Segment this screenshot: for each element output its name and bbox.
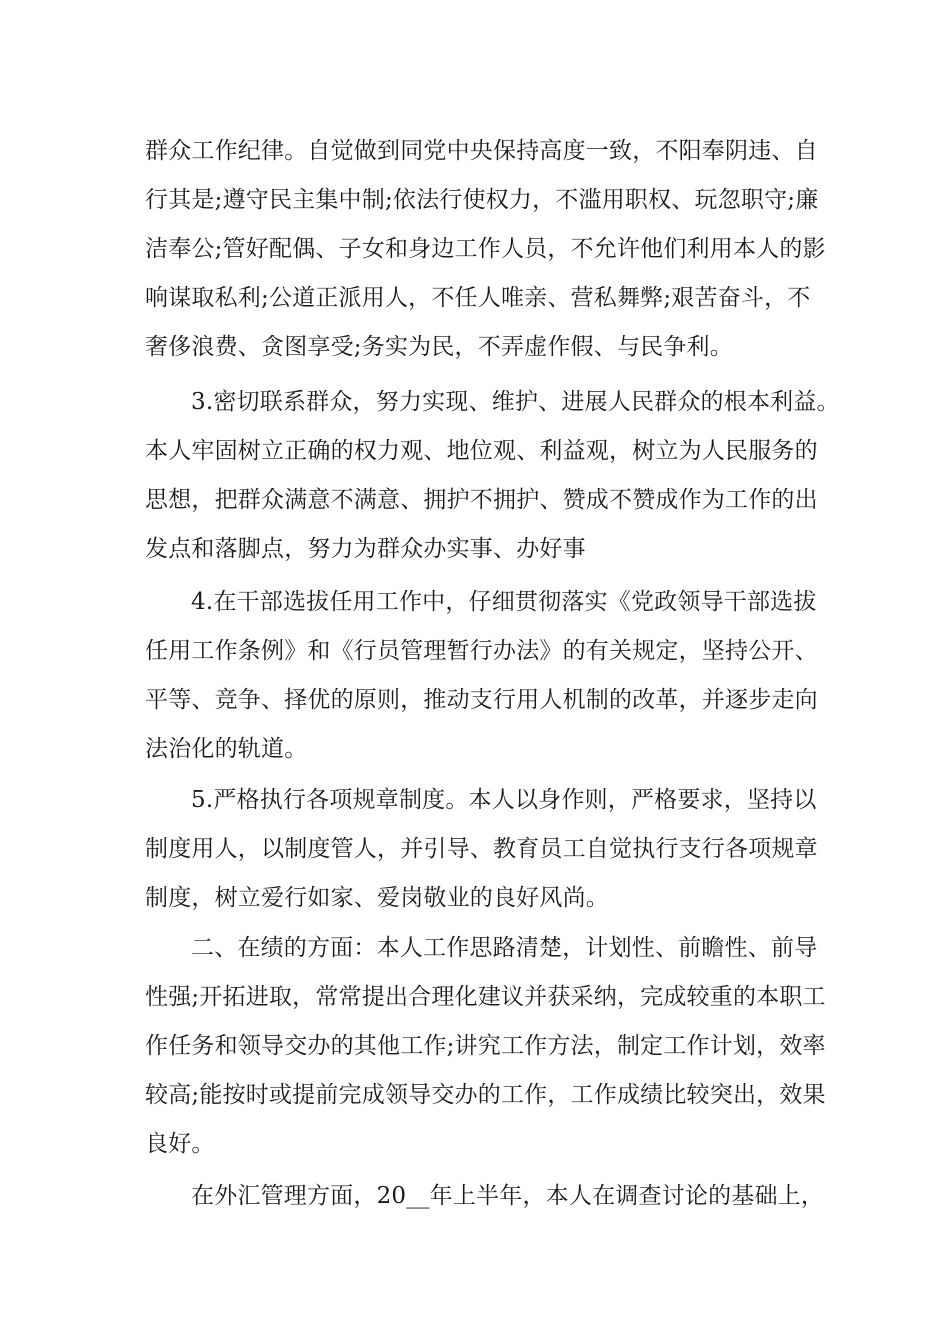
text-line: 本人牢固树立正确的权力观、地位观、利益观，树立为人民服务的: [145, 438, 818, 464]
text-line: 群众工作纪律。自觉做到同党中央保持高度一致，不阳奉阴违、自: [145, 138, 818, 164]
paragraph-3-first-line: 3.密切联系群众，努力实现、维护、进展人民群众的根本利益。: [191, 389, 840, 415]
text-line: 较高;能按时或提前完成领导交办的工作，工作成绩比较突出，效果: [145, 1082, 826, 1108]
text-line: 思想，把群众满意不满意、拥护不拥护、赞成不赞成作为工作的出: [145, 487, 818, 513]
text-line: 发点和落脚点，努力为群众办实事、办好事: [145, 536, 586, 562]
text-line: 法治化的轨道。: [145, 736, 308, 762]
forex-paragraph-first-line: 在外汇管理方面，20__年上半年，本人在调查讨论的基础上，: [191, 1183, 825, 1209]
paragraph-4-first-line: 4.在干部选拔任用工作中，仔细贯彻落实《党政领导干部选拔: [191, 589, 817, 615]
text-line: 良好。: [145, 1131, 215, 1157]
text-line: 行其是;遵守民主集中制;依法行使权力，不滥用职权、玩忽职守;廉: [145, 187, 819, 213]
text-line: 制度，树立爱行如家、爱岗敬业的良好风尚。: [145, 885, 609, 911]
text-line: 制度用人，以制度管人，并引导、教育员工自觉执行支行各项规章: [145, 836, 818, 862]
text-line: 作任务和领导交办的其他工作;讲究工作方法，制定工作计划，效率: [145, 1033, 826, 1059]
text-line: 奢侈浪费、贪图享受;务实为民，不弄虚作假、与民争利。: [145, 334, 733, 360]
text-line: 性强;开拓进取，常常提出合理化建议并获采纳，完成较重的本职工: [145, 984, 826, 1010]
paragraph-5-first-line: 5.严格执行各项规章制度。本人以身作则，严格要求，坚持以: [191, 787, 817, 813]
text-line: 任用工作条例》和《行员管理暂行办法》的有关规定，坚持公开、: [145, 638, 818, 664]
text-line: 洁奉公;管好配偶、子女和身边工作人员，不允许他们利用本人的影: [145, 236, 826, 262]
section-2-first-line: 二、在绩的方面：本人工作思路清楚，计划性、前瞻性、前导: [191, 935, 818, 961]
text-line: 平等、竞争、择优的原则，推动支行用人机制的改革，并逐步走向: [145, 687, 818, 713]
text-line: 响谋取私利;公道正派用人，不任人唯亲、营私舞弊;艰苦奋斗，不: [145, 285, 811, 311]
